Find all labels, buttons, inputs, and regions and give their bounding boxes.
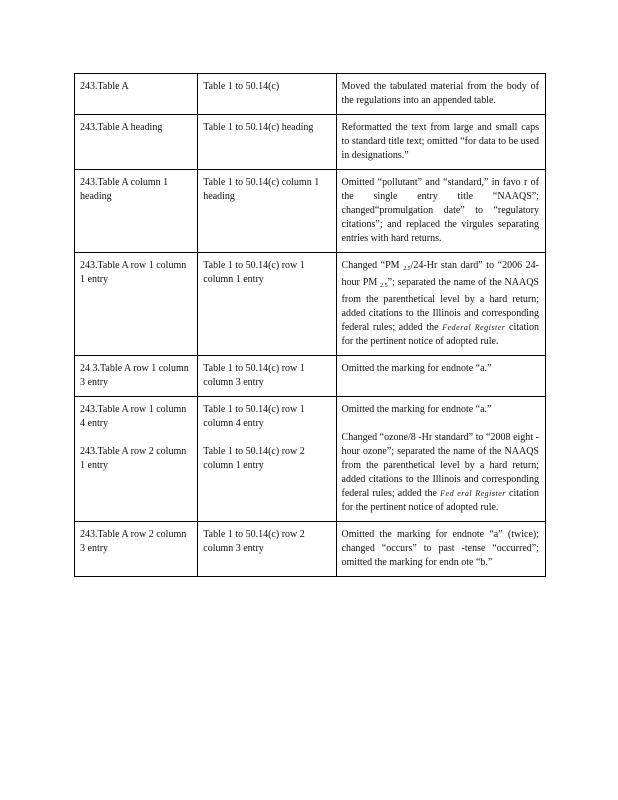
change-entry: Omitted the marking for endnote “a.”: [341, 404, 492, 415]
provision-entry: 243.Table A row 2 column 1 entry: [80, 446, 187, 471]
italic-citation: Federal Register: [442, 323, 506, 332]
table-row: [75, 397, 546, 522]
source-cell: Table 1 to 50.14(c) heading: [198, 115, 336, 170]
change-cell: Omitted the marking for endnote “a” (twice); changed “occurs” to past -tense “occurred”; omitted the marking for endn ote “b.”: [336, 522, 545, 577]
change-entry: [342, 431, 539, 515]
change-text: citation for the pertinent notice of adopted rule.: [341, 488, 540, 513]
change-cell: Omitted “pollutant” and “standard,” in favo r of the single entry title “NAAQS”; changed“promulgation date” to “regulatory citations”; and replaced the virgules separating entries with hard returns.: [336, 170, 545, 253]
provision-cell: [75, 397, 198, 522]
change-text: Changed “ozone/8 -Hr standard” to “2008 eight -hour ozone”; separated the name of the NAAQS from the parenthetical level by a hard return; added citations to the Illinois and corresponding federal rules; added the: [341, 432, 539, 499]
change-text: ”; separated the name of the NAAQS from the parenthetical level by a hard return; added citations to the Illinois and corresponding federal rules; added the: [341, 277, 539, 333]
source-cell: Table 1 to 50.14(c) row 1 column 3 entry: [198, 356, 336, 397]
change-text: /24-Hr stan dard” to “2006 24-hour PM: [341, 260, 539, 288]
provision-entry: 243.Table A row 1 column 4 entry: [80, 404, 187, 429]
table-row: [75, 522, 546, 577]
subscript: 2.5: [403, 266, 411, 272]
change-text: Changed “PM: [341, 260, 400, 271]
subscript: 2.5: [380, 283, 388, 289]
source-cell: Table 1 to 50.14(c) column 1 heading: [198, 170, 336, 253]
provision-cell: 243.Table A heading: [75, 115, 198, 170]
source-entry: Table 1 to 50.14(c) row 2 column 1 entry: [203, 446, 305, 471]
source-cell: [198, 397, 336, 522]
source-entry: Table 1 to 50.14(c) row 1 column 4 entry: [203, 404, 305, 429]
table-row: [75, 170, 546, 253]
table-row: [75, 356, 546, 397]
provision-cell: 243.Table A row 2 column 3 entry: [75, 522, 198, 577]
change-text: citation for the pertinent notice of adopted rule.: [341, 322, 540, 347]
source-cell: Table 1 to 50.14(c) row 1 column 1 entry: [198, 253, 336, 356]
source-cell: Table 1 to 50.14(c): [198, 74, 336, 115]
table-row: [75, 74, 546, 115]
provision-cell: 24 3.Table A row 1 column 3 entry: [75, 356, 198, 397]
change-cell: Omitted the marking for endnote “a.”: [336, 356, 545, 397]
change-cell: Reformatted the text from large and small caps to standard title text; omitted “for data to be used in designations.”: [336, 115, 545, 170]
revision-table: [74, 73, 546, 577]
change-cell: [336, 253, 545, 356]
change-cell: [336, 397, 545, 522]
provision-cell: 243.Table A row 1 column 1 entry: [75, 253, 198, 356]
provision-cell: 243.Table A column 1 heading: [75, 170, 198, 253]
italic-citation: Fed eral Register: [440, 489, 506, 498]
source-cell: Table 1 to 50.14(c) row 2 column 3 entry: [198, 522, 336, 577]
table-row: [75, 115, 546, 170]
change-cell: Moved the tabulated material from the body of the regulations into an appended table.: [336, 74, 545, 115]
provision-cell: 243.Table A: [75, 74, 198, 115]
table-row: [75, 253, 546, 356]
